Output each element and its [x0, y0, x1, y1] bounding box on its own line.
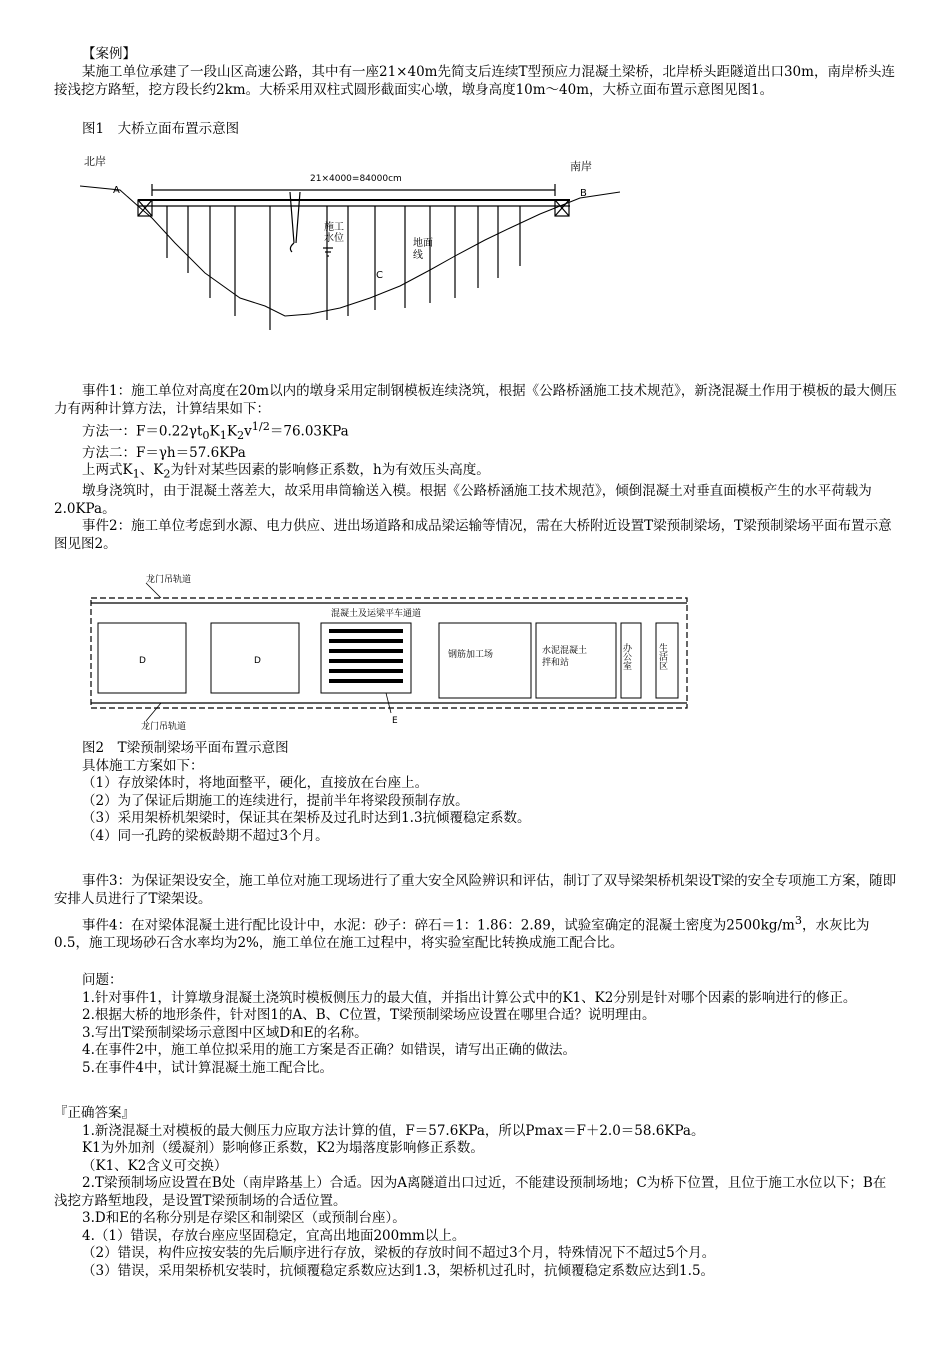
batching-plant-label-2: 拌和站	[542, 658, 570, 668]
question-1: 1.针对事件1，计算墩身混凝土浇筑时模板侧压力的最大值，并指出计算公式中的K1、K2分别是针对哪个因素的影响进行的修正。	[82, 989, 857, 1006]
answer-2: 2.T梁预制场应设置在B处（南岸路基上）合适。因为A离隧道出口过近，不能建设预制场地；C为桥下位置，且位于施工水位以下；B在浅挖方路堑地段，是设置T梁预制场的合适位置。	[54, 1175, 887, 1209]
ground-line-label-2: 线	[413, 250, 423, 261]
plan-heading: 具体施工方案如下：	[82, 757, 204, 774]
water-level-label-2: 水位	[324, 233, 344, 244]
questions-section	[54, 972, 899, 1077]
zone-e-label: E	[392, 716, 398, 726]
answer-1: 1.新浇混凝土对模板的最大侧压力应取方法计算的值，F＝57.6KPa，所以Pmax＝F＋2.0＝58.6KPa。	[82, 1122, 705, 1139]
plan-section	[54, 740, 899, 845]
answer-3: 3.D和E的名称分别是存梁区和制梁区（或预制台座）。	[82, 1210, 406, 1226]
answer-1-coefficients: K1为外加剂（缓凝剂）影响修正系数，K2为塌落度影响修正系数。	[82, 1140, 484, 1156]
zone-d-right-label: D	[254, 656, 261, 666]
answer-heading: 『正确答案』	[54, 1105, 135, 1121]
event1-section	[54, 383, 899, 553]
bridge-elevation-figure	[80, 148, 620, 338]
ground-line-label-1: 地面	[413, 238, 433, 249]
span-dimension-label: 21×4000=84000cm	[310, 174, 402, 184]
answer-4-1: 4.（1）错误，存放台座应坚固稳定，宜高出地面200mm以上。	[82, 1227, 466, 1244]
coefficient-note: 上两式$K_1$、$K_2$为针对某些因素的影响修正系数，h为有效压头高度。	[82, 462, 490, 481]
event4-paragraph: 事件4：在对梁体混凝土进行配比设计中，水泥：砂子：碎石＝1：1.86：2.89，试验室确定的混凝土密度为$2500kg/m^3$，水灰比为0.5，施工现场砂石含水率均为2%，施工单位在施工过程中，将实验室配比转换成施工配合比。	[54, 914, 870, 951]
haul-road-label: 混凝土及运梁平车通道	[331, 609, 422, 619]
water-level-label-1: 施工	[324, 222, 344, 233]
position-b-label: B	[580, 188, 587, 199]
plan-item-3: （3）采用架桥机架梁时，保证其在架桥及过孔时达到1.3抗倾覆稳定系数。	[82, 810, 531, 826]
case-heading: 【案例】	[82, 46, 136, 62]
question-2: 2.根据大桥的地形条件，针对图1的A、B、C位置，T梁预制梁场应设置在哪里合适？说明理由。	[82, 1007, 656, 1023]
question-4: 4.在事件2中，施工单位拟采用的施工方案是否正确？如错误，请写出正确的做法。	[82, 1042, 576, 1058]
answers-section	[54, 1105, 899, 1280]
method2-formula: 方法二：F＝γh＝57.6KPa	[82, 444, 246, 461]
position-a-label: A	[113, 185, 120, 196]
south-bank-label: 南岸	[570, 160, 592, 173]
plan-item-1: （1）存放梁体时，将地面整平，硬化，直接放在台座上。	[82, 775, 429, 791]
answer-4-2: （2）错误，构件应按安装的先后顺序进行存放，梁板的存放时间不超过3个月，特殊情况下不超过5个月。	[82, 1245, 716, 1261]
figure1-caption: 图1 大桥立面布置示意图	[82, 121, 240, 137]
north-bank-label: 北岸	[84, 155, 106, 168]
pouring-paragraph: 墩身浇筑时，由于混凝土落差大，故采用串筒输送入模。根据《公路桥涵施工技术规范》，倾倒混凝土对垂直面模板产生的水平荷载为2.0KPa。	[54, 483, 872, 517]
event2-paragraph: 事件2：施工单位考虑到水源、电力供应、进出场道路和成品梁运输等情况，需在大桥附近设置T梁预制梁场，T梁预制梁场平面布置示意图见图2。	[54, 518, 892, 552]
crane-rail-bottom-label: 龙门吊轨道	[141, 722, 187, 732]
rebar-yard-label: 钢筋加工场	[448, 650, 494, 660]
event3-paragraph: 事件3：为保证架设安全，施工单位对施工现场进行了重大安全风险辨识和评估，制订了双导梁架桥机架设T梁的安全专项施工方案，随即安排人员进行了T梁架设。	[54, 873, 897, 907]
figure2-caption: 图2 T梁预制梁场平面布置示意图	[82, 740, 289, 756]
answer-1-note: （K1、K2含义可交换）	[82, 1157, 228, 1174]
living-area-label: 生活区	[657, 643, 667, 670]
question-3: 3.写出T梁预制梁场示意图中区域D和E的名称。	[82, 1024, 368, 1041]
events-section	[54, 873, 899, 953]
zone-d-left-label: D	[139, 656, 146, 666]
intro-paragraph: 某施工单位承建了一段山区高速公路，其中有一座21×40m先简支后连续T型预应力混凝土梁桥，北岸桥头距隧道出口30m，南岸桥头连接浅挖方路堑，挖方段长约2km。大桥采用双柱式圆形截面实心墩，墩身高度10m～40m，大桥立面布置示意图见图1。	[54, 64, 895, 98]
precast-yard-figure	[86, 573, 696, 733]
batching-plant-label-1: 水泥混凝土	[542, 646, 588, 656]
event1-paragraph: 事件1：施工单位对高度在20m以内的墩身采用定制钢模板连续浇筑，根据《公路桥涵施工技术规范》，新浇混凝土作用于模板的最大侧压力有两种计算方法，计算结果如下：	[54, 383, 897, 417]
question-5: 5.在事件4中，试计算混凝土施工配合比。	[82, 1059, 333, 1076]
plan-item-4: （4）同一孔跨的梁板龄期不超过3个月。	[82, 827, 329, 844]
answer-4-3: （3）错误，采用架桥机安装时，抗倾覆稳定系数应达到1.3，架桥机过孔时，抗倾覆稳定系数应达到1.5。	[82, 1262, 715, 1279]
position-c-label: C	[376, 270, 383, 281]
plan-item-2: （2）为了保证后期施工的连续进行，提前半年将梁段预制存放。	[82, 792, 469, 809]
office-label: 办公室	[621, 643, 631, 670]
crane-rail-top-label: 龙门吊轨道	[146, 575, 192, 585]
questions-heading: 问题：	[82, 972, 123, 988]
method1-formula: 方法一：$F=0.22\gamma t_0K_1K_2v^{1/2}=76.03KPa$	[82, 420, 349, 443]
